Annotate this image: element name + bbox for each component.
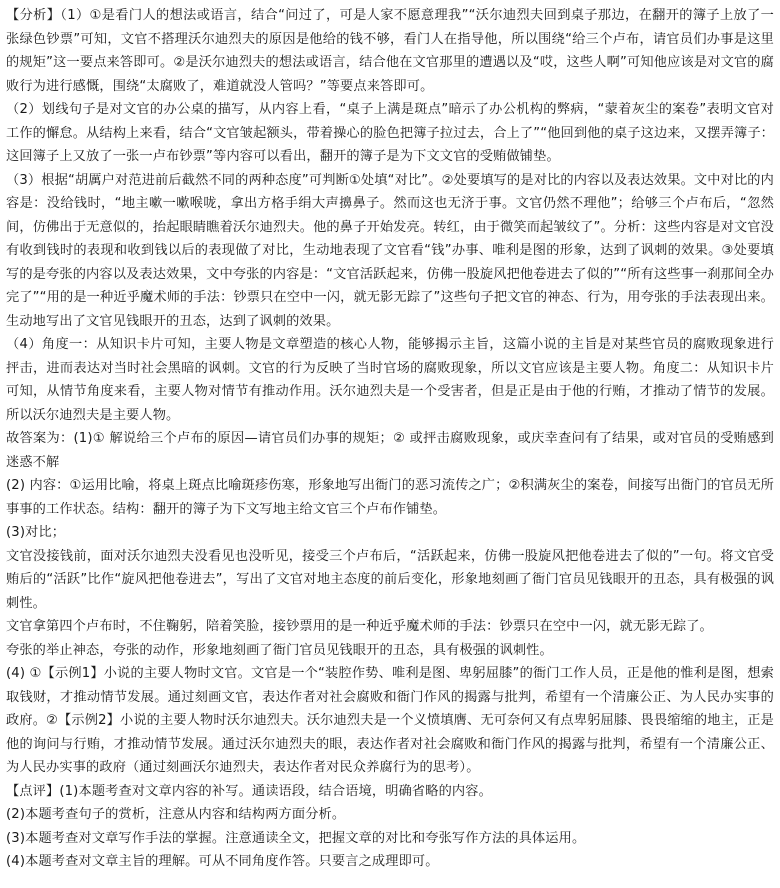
comment-q2-paragraph: (2)本题考查句子的赏析，注意从内容和结构两方面分析。: [6, 807, 346, 822]
answer-q4-paragraph: (4) ①【示例1】小说的主要人物时文官。文官是一个“装腔作势、唯利是图、卑躬屈膝”的衙门工作人员，正是他的惟利是图，想索取钱财，才推动情节发展。通过刻画文官，表达作者对社会腐败和衙门作风的揭露与批判，希望有一个清廉公正、为人民办实事的政府。②【示例2】小说的主要人物时沃尔迪烈夫。沃尔迪烈夫是一个义愤填膺、无可奈何又有点卑躬屈膝、畏畏缩缩的地主，正是他的询问与行贿，才推动情节发展。通过沃尔迪烈夫的眼，表达作者对社会腐败和衙门作风的揭露与批判，希望有一个清廉公正、为人民办实事的政府（通过刻画沃尔迪烈夫，表达作者对民众养腐行为的思考）。: [6, 666, 774, 775]
analysis-q1-paragraph: 【分析】（1）①是看门人的想法或语言，结合“问过了，可是人家不愿意理我”“沃尔迪烈夫回到桌子那边，在翻开的簿子上放了一张绿色钞票”可知，文官不搭理沃尔迪烈夫的原因是他给的钱不够，看门人在指导他，所以围绕“给三个卢布，请官员们办事是这里的规矩”这一要点来答即可。②是沃尔迪烈夫的想法或语言，结合他在文官那里的遭遇以及“哎，这些人啊”可知他应该是对文官的腐败行为进行感慨，围绕“太腐败了，难道就没人管吗？”等要点来答即可。: [6, 8, 774, 94]
analysis-q2-paragraph: （2）划线句子是对文官的办公桌的描写，从内容上看，“桌子上满是斑点”暗示了办公机构的弊病，“蒙着灰尘的案卷”表明文官对工作的懈怠。从结构上来看，结合“文官皱起额头，带着操心的脸色把簿子拉过去，合上了”“他回到他的桌子这边来，又摆弄簿子：这回簿子上又放了一张一卢布钞票”等内容可以看出，翻开的簿子是为下文文官的受贿做铺垫。: [6, 102, 774, 164]
analysis-q3-paragraph: （3）根据“胡厲户对范进前后截然不同的两种态度”可判断①处填“对比”。②处要填写的是对比的内容以及表达效果。文中对比的内容是：没给钱时，“地主嗽一嗽喉咙，拿出方格手绢大声擤鼻子。然而这也无济于事。文官仍然不理他”；给够三个卢布后，“忽然间，仿佛出于无意似的，抬起眼睛瞧着沃尔迪烈夫。他的鼻子开始发亮。转红，由于微笑而起皱纹了”。分析：这些内容是对文官没有收到钱时的表现和收到钱以后的表现做了对比，生动地表现了文官看“钱”办事、唯利是图的形象，达到了讽刺的效果。③处要填写的是夸张的内容以及表达效果，文中夸张的内容是：“文官活跃起来，仿佛一股旋风把他卷进去了似的”“所有这些事一刹那间全办完了”“用的是一种近乎魔术师的手法：钞票只在空中一闪，就无影无踪了”这些句子把文官的神态、行为，用夸张的手法表现出来。生动地写出了文官见钱眼开的丑态，达到了讽刺的效果。: [6, 172, 774, 329]
answer-q3-heading: (3)对比；: [6, 525, 66, 540]
answer-q3-exaggeration-paragraph: 文官拿第四个卢布时，不住鞠躬，陪着笑脸，接钞票用的是一种近乎魔术师的手法：钞票只在空中一闪，就无影无踪了。: [6, 619, 713, 634]
answer-q3-effect-paragraph: 夸张的举止神态，夸张的动作，形象地刻画了衙门官员见钱眼开的丑态，具有极强的讽刺性。: [6, 642, 553, 658]
comment-q4-paragraph: (4)本题考查对文章主旨的理解。可从不同角度作答。只要言之成理即可。: [6, 854, 439, 869]
comment-q3-paragraph: (3)本题考查对文章写作手法的掌握。注意通读全文，把握文章的对比和夸张写作方法的具体运用。: [6, 830, 586, 846]
answer-q1-paragraph: 故答案为：(1)① 解说给三个卢布的原因—请官员们办事的规矩；② 或抨击腐败现象，或庆幸查问有了结果，或对官员的受贿感到迷惑不解: [6, 431, 774, 470]
answer-q3-contrast-paragraph: 文官没接钱前，面对沃尔迪烈夫没看见也没听见，接受三个卢布后，“活跃起来，仿佛一股旋风把他卷进去了似的”一句。将文官受贿后的“活跃”比作“旋风把他卷进去”，写出了文官对地主态度的前后变化，形象地刻画了衙门官员见钱眼开的丑态，具有极强的讽刺性。: [6, 548, 774, 611]
answer-q2-paragraph: (2) 内容：①运用比喻，将桌上斑点比喻斑疹伤寒，形象地写出衙门的恶习流传之广；②积满灰尘的案卷，间接写出衙门的官员无所事事的工作状态。结构：翻开的簿子为下文写地主给文官三个卢布作铺垫。: [6, 478, 774, 517]
analysis-q4-paragraph: （4）角度一：从知识卡片可知，主要人物是文章塑造的核心人物，能够揭示主旨，这篇小说的主旨是对某些官员的腐败现象进行抨击，进而表达对当时社会黑暗的讽刺。文官的行为反映了当时官场的腐败现象，所以文官应该是主要人物。角度二：从知识卡片可知，从情节角度来看，主要人物对情节有推动作用。沃尔迪烈夫是一个受害者，但是正是由于他的行贿，才推动了情节的发展。所以沃尔迪烈夫是主要人物。: [6, 337, 774, 423]
comment-heading-paragraph: 【点评】(1)本题考查对文章内容的补写。通读语段，结合语境，明确省略的内容。: [6, 783, 492, 799]
